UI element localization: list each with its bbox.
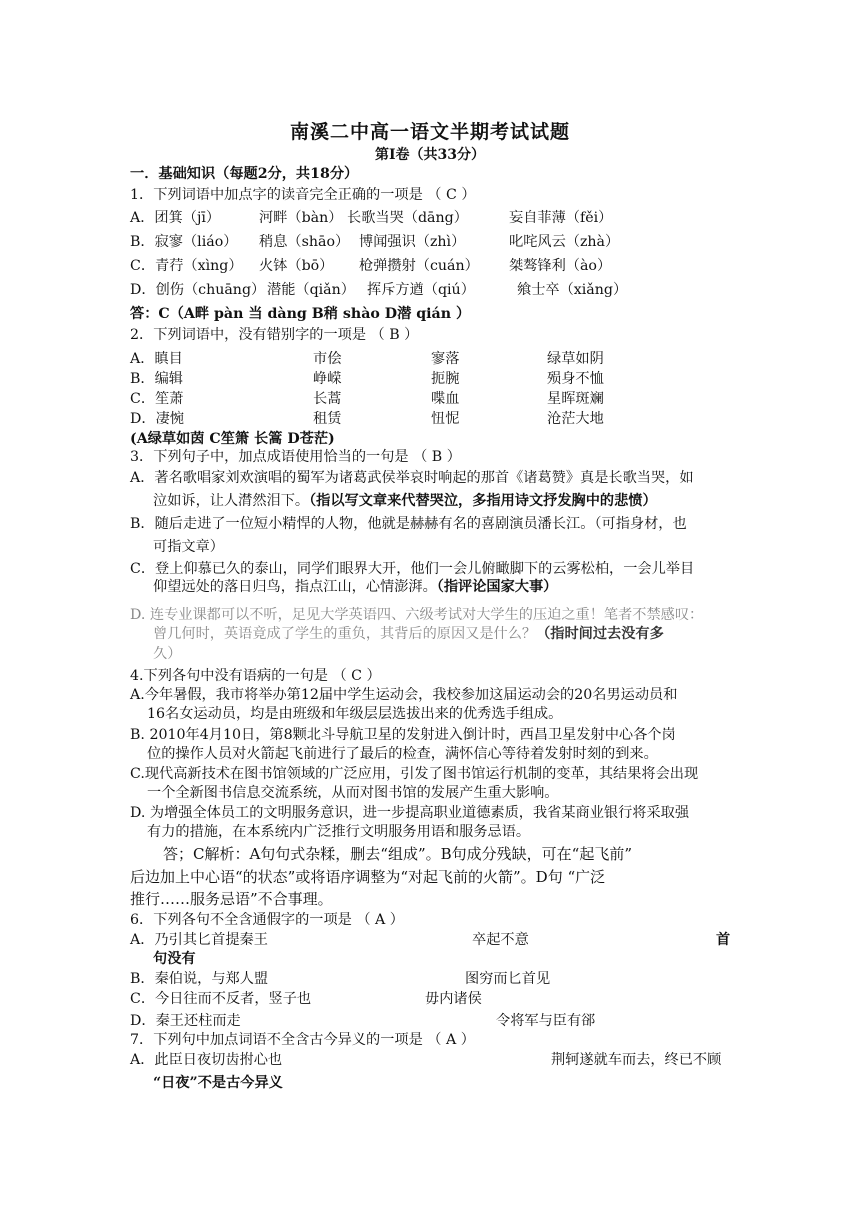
q2-option: 扼腕 <box>431 371 460 387</box>
q2-option: B．编辑 <box>130 371 183 387</box>
q2-option: C．笙萧 <box>130 391 184 407</box>
q6-option-d: D．秦王还柱而走 <box>130 1013 241 1029</box>
q2-stem: 2．下列词语中，没有错别字的一项是 （ B ） <box>130 327 419 343</box>
q2-answer: (A绿草如茵 C笙箫 长篙 D苍茫) <box>130 431 335 447</box>
q7-note: “日夜”不是古今异义 <box>153 1075 283 1091</box>
q1-option: 挥斥方遒（qiú） <box>367 282 475 298</box>
q1-option: 枪弹攒射（cuán） <box>359 258 479 274</box>
q3-stem: 3．下列句子中，加点成语使用恰当的一句是 （ B ） <box>130 449 461 465</box>
page-subtitle: 第Ⅰ卷（共33分） <box>374 147 486 163</box>
q1-option: 长歌当哭（dāng） <box>347 210 468 226</box>
q1-option: 潜能（qiǎn） <box>267 282 355 298</box>
q2-option: 寥落 <box>431 351 460 367</box>
q2-option: 峥嵘 <box>313 371 342 387</box>
q4-option-a-cont: 16名女运动员，均是由班级和年级层层选拔出来的优秀选手组成。 <box>147 706 563 722</box>
q4-option-c: C.现代高新技术在图书馆领域的广泛应用，引发了图书馆运行机制的变革，其结果将会出现 <box>130 766 699 782</box>
q3-option-c-cont: 仰望远处的落日归鸟，指点江山，心情澎湃。（指评论国家大事） <box>153 579 558 595</box>
q4-answer-cont: 后边加上中心语“的状态”或将语序调整为“对起飞前的火箭”。D句 “广泛 <box>130 868 606 886</box>
q6-option-a-note-cont: 句没有 <box>153 951 196 967</box>
q2-option: 租赁 <box>313 411 342 427</box>
q1-option: 稍息（shāo） <box>259 234 350 250</box>
q2-option: 市侩 <box>313 351 342 367</box>
q4-option-d-cont: 有力的措施，在本系统内广泛推行文明服务用语和服务忌语。 <box>147 824 531 840</box>
q2-option: D．凄惋 <box>130 411 184 427</box>
q4-option-b-cont: 位的操作人员对火箭起飞前进行了最后的检查，满怀信心等待着发射时刻的到来。 <box>147 746 658 762</box>
q1-stem: 1．下列词语中加点字的读音完全正确的一项是 （ C ） <box>130 187 476 203</box>
q2-option: 星晖斑斓 <box>547 391 604 407</box>
q2-option: 绿草如阴 <box>547 351 604 367</box>
q6-option-a-note: 首 <box>716 932 731 948</box>
q3-option-b-cont: 可指文章） <box>153 539 224 555</box>
q2-option: A．瞋目 <box>130 351 183 367</box>
q2-option: 殒身不恤 <box>547 371 604 387</box>
q2-option: 长蒿 <box>313 391 342 407</box>
q3-option-a-cont: 泣如诉，让人潸然泪下。（指以写文章来代替哭泣，多指用诗文抒发胸中的悲愤） <box>153 493 657 509</box>
q1-option: 桀骜锋利（ào） <box>509 258 612 274</box>
q4-answer: 答；C解析：A句句式杂糅，删去“组成”。B句成分残缺，可在“起飞前” <box>163 845 633 863</box>
q6-option-c-second: 毋内诸侯 <box>425 991 482 1007</box>
q6-stem: 6．下列各句不全含通假字的一项是 （ A ） <box>130 912 404 928</box>
q1-option: C．青荇（xìng） <box>130 258 243 274</box>
q4-option-d: D. 为增强全体员工的文明服务意识，进一步提高职业道德素质，我省某商业银行将采取强 <box>130 805 690 821</box>
q1-option: 妄自菲薄（fěi） <box>509 210 613 226</box>
q7-option-a: A．此臣日夜切齿拊心也 <box>130 1052 283 1068</box>
q2-option: 忸怩 <box>431 411 460 427</box>
q4-option-a: A.今年暑假，我市将举办第12届中学生运动会，我校参加这届运动会的20名男运动员和 <box>130 687 678 703</box>
q6-option-b-second: 图穷而匕首见 <box>465 971 551 987</box>
q4-stem: 4.下列各句中没有语病的一句是 （ C ） <box>130 668 381 684</box>
q1-answer: 答：C（A畔 pàn 当 dàng B稍 shào D潜 qián ） <box>130 306 471 322</box>
q3-option-d-cont2: 久） <box>153 646 182 662</box>
q1-option: B．寂寥（liáo） <box>130 234 238 250</box>
q6-option-c: C．今日往而不反者，竖子也 <box>130 991 312 1007</box>
q1-option: 飨士卒（xiǎng） <box>517 282 628 298</box>
q1-option: D．创伤（chuāng） <box>130 282 266 298</box>
q6-option-d-second: 令将军与臣有郤 <box>496 1013 596 1029</box>
page-title: 南溪二中高一语文半期考试试题 <box>289 121 570 143</box>
q4-option-b: B. 2010年4月10日，第8颗北斗导航卫星的发射进入倒计时，西昌卫星发射中心各个岗 <box>130 727 676 743</box>
q3-option-c: C．登上仰慕已久的泰山，同学们眼界大开，他们一会儿俯瞰脚下的云雾松柏，一会儿举目 <box>130 561 695 577</box>
q2-option: 喋血 <box>431 391 460 407</box>
q4-answer-cont: 推行……服务忌语”不合事理。 <box>130 890 333 908</box>
q1-option: 火钵（bō） <box>259 258 334 274</box>
q1-option: A．团箕（jī） <box>130 210 221 226</box>
q2-option: 沧茫大地 <box>547 411 604 427</box>
q6-option-a: A．乃引其匕首提秦王 <box>130 932 268 948</box>
q1-option: 叱咤风云（zhà） <box>509 234 620 250</box>
q3-option-a: A．著名歌唱家刘欢演唱的蜀军为诸葛武侯举哀时响起的那首《诸葛赞》真是长歌当哭，如 <box>130 470 694 486</box>
section-heading: 一．基础知识（每题2分，共18分） <box>130 166 359 182</box>
q6-option-b: B．秦伯说，与郑人盟 <box>130 971 269 987</box>
q3-option-b: B．随后走进了一位短小精悍的人物，他就是赫赫有名的喜剧演员潘长江。（可指身材，也 <box>130 516 687 532</box>
q1-option: 博闻强识（zhì） <box>359 234 466 250</box>
q6-option-a-second: 卒起不意 <box>472 932 529 948</box>
q1-option: 河畔（bàn） <box>259 210 343 226</box>
q7-option-a-second: 荆轲遂就车而去，终已不顾 <box>551 1052 722 1068</box>
q7-stem: 7．下列句中加点词语不全含古今异义的一项是 （ A ） <box>130 1032 475 1048</box>
q3-option-d: D. 连专业课都可以不听，足见大学英语四、六级考试对大学生的压迫之重！笔者不禁感叹： <box>130 607 704 623</box>
q3-option-d-cont: 曾几何时，英语竟成了学生的重负，其背后的原因又是什么？（指时间过去没有多 <box>153 626 664 642</box>
q4-option-c-cont: 一个全新图书信息交流系统，从而对图书馆的发展产生重大影响。 <box>147 785 559 801</box>
